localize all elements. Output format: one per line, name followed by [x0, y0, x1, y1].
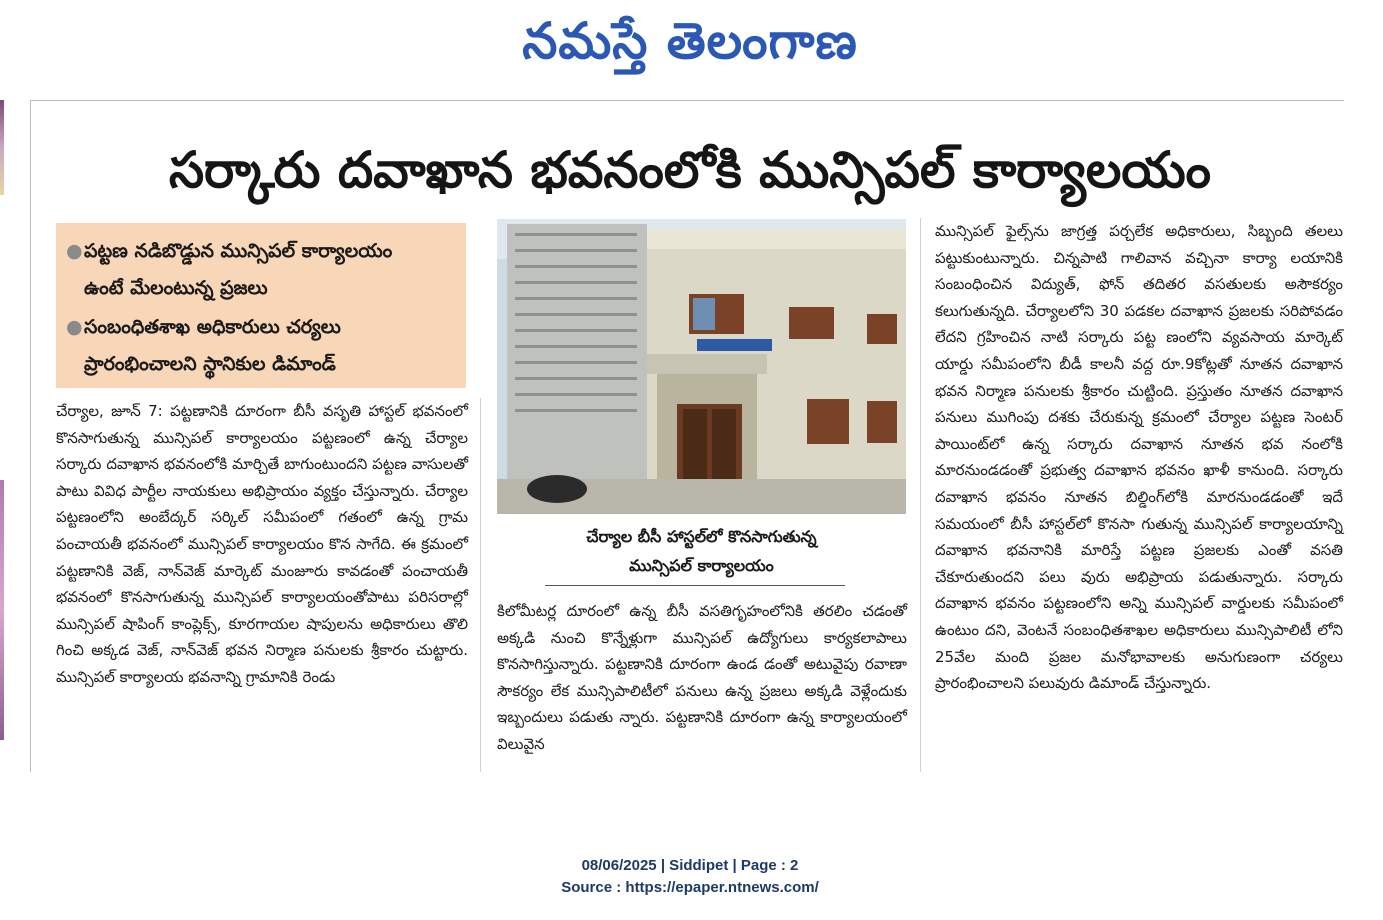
- highlight-line: ప్రారంభించాలని స్థానికుల డిమాండ్: [84, 353, 336, 375]
- highlights-box: [56, 223, 466, 388]
- highlight-item: [66, 309, 461, 383]
- footer-date-edition: 08/06/2025 | Siddipet | Page : 2: [581, 857, 799, 874]
- highlight-line: పట్టణ నడిబొడ్డున మున్సిపల్ కార్యాలయం: [84, 240, 393, 262]
- page-footer: [390, 855, 990, 899]
- article-headline: సర్కారు దవాఖాన భవనంలోకి మున్సిపల్ కార్యాలయం: [168, 141, 1212, 199]
- left-margin-rule: [30, 100, 31, 772]
- caption-divider: [545, 585, 845, 586]
- article-column-3: మున్సిపల్ ఫైల్స్‌ను జాగ్రత్త పర్చలేక అధికారులు, సిబ్బంది తలలు పట్టుకుంటున్నారు. చిన్నపాటి గాలివాన వచ్చినా కార్యా లయానికి సంబంధించిన విద్యుత్, ఫోన్ తదితర వసతులకు అసౌకర్యం కలుగుతున్నది. చేర్యాలలోని 30 పడకల దవాఖాన ప్రజలకు సరిపోవడం లేదని గ్రహించిన నాటి సర్కారు పట్ట ణంలోని వ్యవసాయ మార్కెట్ యార్డు సమీపంలోని బీడీ కాలనీ వద్ద రూ.9కోట్లతో నూతన దవాఖాన భవన నిర్మాణ పనులకు శ్రీకారం చుట్టింది. ప్రస్తుతం నూతన దవాఖాన పనులు ముగింపు దశకు చేరుకున్న క్రమంలో చేర్యాల పట్టణ సెంటర్ పాయింట్‌లో ఉన్న సర్కారు దవాఖాన నూతన భవ నంలోకి మారనుండడంతో ప్రభుత్వ దవాఖాన భవనం ఖాళీ కానుంది. సర్కారు దవాఖాన భవనం నూతన బిల్డింగ్‌లోకి మారనుండడంతో ఇదే సమయంలో బీసీ హాస్టల్‌లో కొనసా గుతున్న మున్సిపల్ కార్యాలయాన్ని దవాఖాన భవనానికి మారిస్తే పట్టణ ప్రజలకు ఎంతో వసతి చేకూరుతుందని పలు వురు అభిప్రాయ పడుతున్నారు. సర్కారు దవాఖాన భవనం పట్టణంలోని అన్ని మున్సిపల్ వార్డులకు సమీపంలో ఉంటుం దని, వెంటనే సంబంధితశాఖల అధికారులు మున్సిపాలిటీ లోని 25వేల మంది ప్రజల మనోభావాలకు అనుగుణంగా చర్యలు ప్రారంభించాలని పలువురు డిమాండ్ చేస్తున్నారు.: [935, 222, 1343, 693]
- article-column-1: చేర్యాల, జూన్ 7: పట్టణానికి దూరంగా బీసీ వసృతి హాస్టల్ భవనంలో కొనసాగుతున్న మున్సిపల్ కార్యాలయం పట్టణంలో ఉన్న చేర్యాల సర్కారు దవాఖాన భవనంలోకి మార్చితే బాగుంటుందని పట్టణ వాసులతో పాటు వివిధ పార్టీల నాయకులు అభిప్రాయం వ్యక్తం చేస్తున్నారు. చేర్యాల పట్టణంలోని అంబేద్కర్ సర్కిల్ సమీపంలో గతంలో ఉన్న గ్రామ పంచాయతీ భవనంలో మున్సిపల్ కార్యాలయం కొన సాగేది. ఈ క్రమంలో పట్టణానికి వెజ్, నాన్‌వెజ్ మార్కెట్ మంజూరు కావడంతో పంచాయతీ భవనంలో కొనసాగుతున్న మున్సిపల్ కార్యాలయంతోపాటు పరిసరాల్లో మున్సిపల్ షాపింగ్ కాంప్లెక్స్, కూరగాయల షాపులను అధికారులు తొలి గించి అక్కడ వెజ్, నాన్‌వెజ్ భవన నిర్మాణ పనులకు శ్రీకారం చుట్టారు. మున్సిపల్ కార్యాలయ భవనాన్ని గ్రామానికి రెండు: [56, 402, 468, 686]
- building-photo: [497, 219, 906, 514]
- photo-caption: [497, 522, 906, 582]
- article-column-2: కిలోమీటర్ల దూరంలో ఉన్న బీసీ వసతిగృహంలోనికి తరలిం చడంతో అక్కడి నుంచి కొన్నేళ్లుగా మున్సిపల్ ఉద్యోగులు కార్యకలాపాలు కొనసాగిస్తున్నారు. పట్టణానికి దూరంగా ఉండ డంతో అటువైపు రవాణా సౌకర్యం లేక మున్సిపాలిటీలో పనులు ఉన్న ప్రజలు అక్కడి వెళ్లేందుకు ఇబ్బందులు పడుతు న్నారు. పట్టణానికి దూరంగా ఉన్న కార్యాలయంలో విలువైన: [497, 602, 907, 753]
- footer-source: Source : https://epaper.ntnews.com/: [561, 879, 819, 896]
- highlight-line: ఉంటే మేలంటున్న ప్రజలు: [84, 277, 268, 299]
- column-divider: [480, 398, 481, 772]
- newspaper-masthead: నమస్తే తెలంగాణ: [522, 12, 858, 70]
- adjacent-page-edge: [0, 100, 4, 740]
- caption-line: చేర్యాల బీసీ హాస్టల్‌లో కొనసాగుతున్న: [586, 527, 817, 546]
- column-divider: [920, 218, 921, 772]
- bullet-icon: ●: [66, 240, 83, 262]
- caption-line: మున్సిపల్ కార్యాలయం: [629, 556, 774, 575]
- bullet-icon: ●: [66, 316, 83, 338]
- highlight-line: సంబంధితశాఖ అధికారులు చర్యలు: [84, 316, 341, 338]
- highlight-item: [66, 233, 461, 307]
- top-divider: [30, 100, 1344, 101]
